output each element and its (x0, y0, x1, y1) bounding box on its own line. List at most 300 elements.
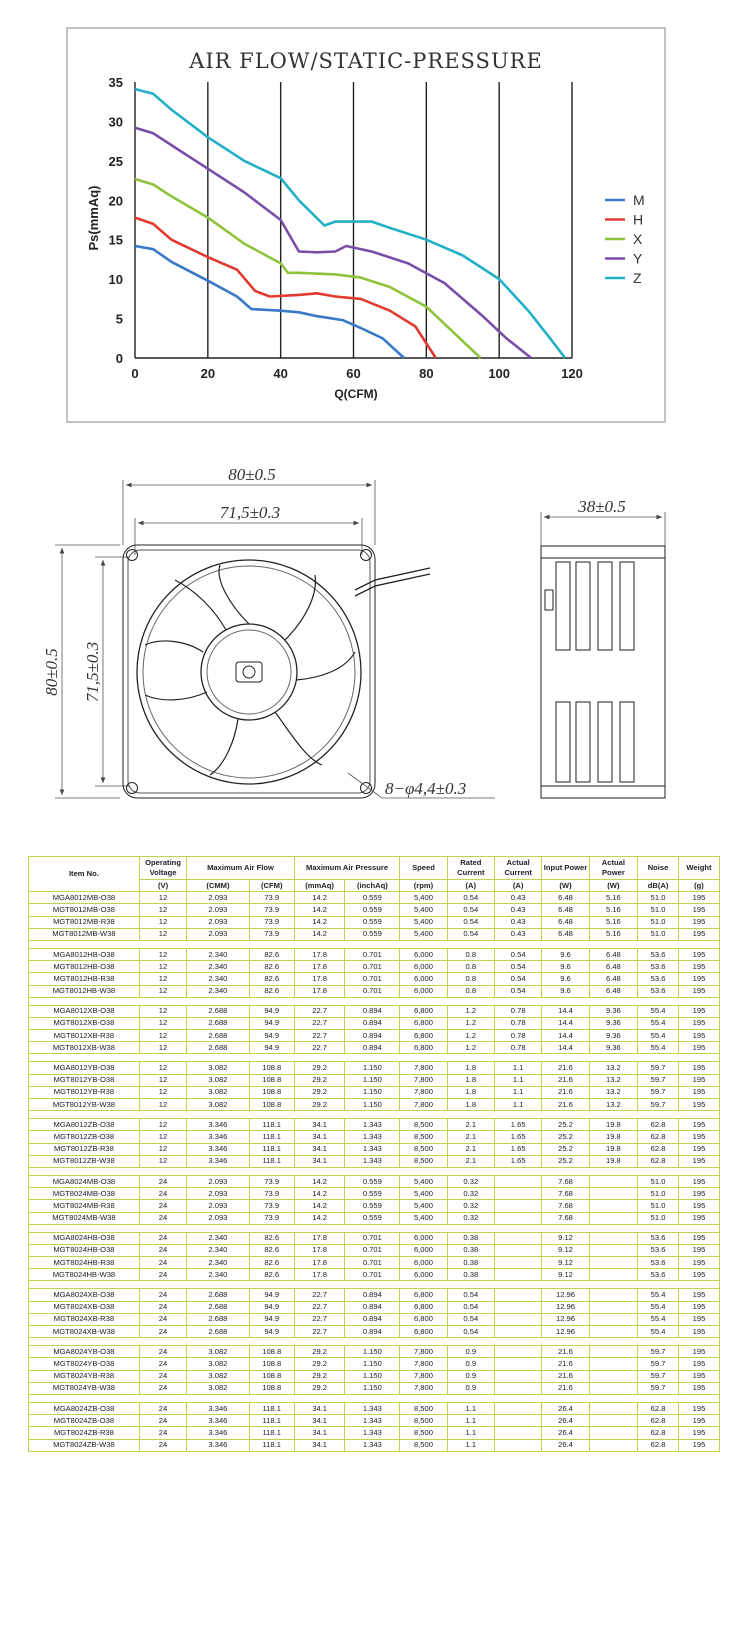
table-cell: 24 (139, 1175, 186, 1187)
item-number-cell: MGT8012ZB-R38 (29, 1143, 140, 1155)
table-row (29, 1155, 720, 1167)
group-spacer-row (29, 997, 720, 1005)
table-cell: 5,400 (400, 1188, 447, 1200)
table-cell: 1.2 (447, 1030, 494, 1042)
table-row (29, 1402, 720, 1414)
table-cell: 2.093 (187, 1200, 249, 1212)
table-cell: 12 (139, 928, 186, 940)
x-tick-label: 20 (200, 366, 216, 381)
table-cell: 6,800 (400, 1289, 447, 1301)
table-cell (589, 1212, 637, 1224)
table-cell: 0.54 (494, 961, 541, 973)
table-cell: 195 (678, 948, 719, 960)
table-cell: 34.1 (294, 1119, 345, 1131)
table-row (29, 1346, 720, 1358)
table-cell (589, 1289, 637, 1301)
table-cell: 62.8 (638, 1131, 679, 1143)
table-cell: 3.082 (187, 1099, 249, 1111)
table-cell: 94.9 (249, 1313, 294, 1325)
table-cell: 7.68 (542, 1175, 589, 1187)
table-cell: 34.1 (294, 1155, 345, 1167)
table-cell (589, 1358, 637, 1370)
table-cell: 59.7 (638, 1346, 679, 1358)
table-row (29, 1257, 720, 1269)
table-cell: 29.2 (294, 1074, 345, 1086)
table-cell: 5,400 (400, 916, 447, 928)
group-spacer-row (29, 1338, 720, 1346)
table-cell: 0.43 (494, 892, 541, 904)
table-cell: 62.8 (638, 1439, 679, 1451)
item-number-cell: MGT8012MB-O38 (29, 904, 140, 916)
table-cell: 24 (139, 1212, 186, 1224)
spacer-cell (29, 1167, 720, 1175)
table-row (29, 1143, 720, 1155)
table-row (29, 1200, 720, 1212)
table-cell: 3.082 (187, 1370, 249, 1382)
table-cell: 6,800 (400, 1005, 447, 1017)
table-cell: 12.96 (542, 1326, 589, 1338)
table-cell: 55.4 (638, 1289, 679, 1301)
y-tick-label: 10 (108, 272, 123, 288)
table-cell (494, 1346, 541, 1358)
table-cell: 26.4 (542, 1402, 589, 1414)
table-cell: 0.32 (447, 1188, 494, 1200)
table-cell: 6,000 (400, 948, 447, 960)
item-number-cell: MGT8024ZB-W38 (29, 1439, 140, 1451)
chart-frame (67, 28, 665, 422)
table-cell: 118.1 (249, 1143, 294, 1155)
table-cell: 195 (678, 1232, 719, 1244)
table-cell: 0.559 (345, 928, 400, 940)
table-cell (589, 1244, 637, 1256)
table-cell: 195 (678, 1005, 719, 1017)
table-cell: 195 (678, 1257, 719, 1269)
table-cell: 29.2 (294, 1086, 345, 1098)
table-cell (494, 1415, 541, 1427)
table-cell: 1.2 (447, 1042, 494, 1054)
table-cell: 25.2 (542, 1119, 589, 1131)
table-cell: 14.4 (542, 1017, 589, 1029)
table-cell: 19.8 (589, 1143, 637, 1155)
table-cell: 108.8 (249, 1074, 294, 1086)
x-tick-label: 60 (346, 366, 361, 381)
y-tick-label: 5 (115, 311, 123, 327)
table-cell: 25.2 (542, 1143, 589, 1155)
table-row (29, 892, 720, 904)
item-number-cell: MGT8012MB-W38 (29, 928, 140, 940)
table-cell: 12 (139, 1042, 186, 1054)
table-cell: 12 (139, 1143, 186, 1155)
table-cell (494, 1301, 541, 1313)
table-cell: 24 (139, 1289, 186, 1301)
table-cell: 0.559 (345, 1188, 400, 1200)
table-cell: 1.1 (447, 1439, 494, 1451)
table-cell: 12 (139, 961, 186, 973)
table-cell: 53.6 (638, 948, 679, 960)
table-cell: 53.6 (638, 1257, 679, 1269)
table-cell: 0.894 (345, 1289, 400, 1301)
table-row (29, 1269, 720, 1281)
table-cell: 55.4 (638, 1030, 679, 1042)
table-cell: 82.6 (249, 1269, 294, 1281)
table-cell: 12 (139, 948, 186, 960)
header-actual-power: Actual Power (589, 857, 637, 880)
table-cell: 21.6 (542, 1074, 589, 1086)
table-cell: 17.8 (294, 961, 345, 973)
table-cell: 9.12 (542, 1257, 589, 1269)
table-cell: 0.894 (345, 1326, 400, 1338)
table-cell (494, 1212, 541, 1224)
table-cell: 5,400 (400, 1175, 447, 1187)
item-number-cell: MGT8012MB-R38 (29, 916, 140, 928)
table-cell: 0.78 (494, 1030, 541, 1042)
table-cell: 9.6 (542, 948, 589, 960)
table-cell: 195 (678, 1200, 719, 1212)
table-cell: 34.1 (294, 1427, 345, 1439)
table-cell: 7.68 (542, 1212, 589, 1224)
table-cell: 73.9 (249, 1212, 294, 1224)
table-cell: 195 (678, 892, 719, 904)
table-cell: 0.32 (447, 1200, 494, 1212)
table-cell: 14.2 (294, 916, 345, 928)
table-cell: 55.4 (638, 1017, 679, 1029)
table-row (29, 1427, 720, 1439)
table-cell: 1.150 (345, 1086, 400, 1098)
table-cell: 3.346 (187, 1119, 249, 1131)
table-cell: 9.12 (542, 1232, 589, 1244)
table-cell: 108.8 (249, 1086, 294, 1098)
table-cell: 0.9 (447, 1370, 494, 1382)
table-cell: 3.346 (187, 1131, 249, 1143)
table-cell: 0.78 (494, 1005, 541, 1017)
x-tick-label: 100 (488, 366, 511, 381)
header-noise: Noise (638, 857, 679, 880)
y-tick-label: 35 (108, 75, 123, 90)
item-number-cell: MGT8012YB-W38 (29, 1099, 140, 1111)
table-cell: 2.340 (187, 1244, 249, 1256)
table-cell: 55.4 (638, 1313, 679, 1325)
table-cell: 118.1 (249, 1415, 294, 1427)
table-cell: 21.6 (542, 1062, 589, 1074)
table-row (29, 1415, 720, 1427)
table-cell: 12 (139, 1155, 186, 1167)
table-cell: 2.340 (187, 948, 249, 960)
table-cell: 195 (678, 1289, 719, 1301)
table-cell: 12.96 (542, 1289, 589, 1301)
group-spacer-row (29, 1394, 720, 1402)
table-cell: 3.082 (187, 1086, 249, 1098)
x-tick-label: 0 (131, 366, 139, 381)
table-cell: 2.688 (187, 1042, 249, 1054)
table-cell: 0.38 (447, 1257, 494, 1269)
table-cell: 59.7 (638, 1074, 679, 1086)
table-cell: 195 (678, 904, 719, 916)
table-cell: 12 (139, 904, 186, 916)
table-cell: 24 (139, 1301, 186, 1313)
table-cell: 19.8 (589, 1155, 637, 1167)
table-cell: 59.7 (638, 1099, 679, 1111)
table-cell: 34.1 (294, 1439, 345, 1451)
table-cell: 7,800 (400, 1086, 447, 1098)
table-row (29, 1382, 720, 1394)
table-cell: 0.54 (447, 904, 494, 916)
unit-cell: (CMM) (187, 880, 249, 892)
table-cell: 3.346 (187, 1439, 249, 1451)
table-cell: 51.0 (638, 1212, 679, 1224)
table-cell (589, 1382, 637, 1394)
table-cell (589, 1175, 637, 1187)
table-cell: 82.6 (249, 961, 294, 973)
table-cell: 0.559 (345, 916, 400, 928)
table-cell: 1.8 (447, 1099, 494, 1111)
spec-table-container (28, 856, 720, 1452)
unit-cell: dB(A) (638, 880, 679, 892)
table-cell: 25.2 (542, 1131, 589, 1143)
fan-front-view (123, 545, 430, 798)
table-cell: 59.7 (638, 1062, 679, 1074)
item-number-cell: MGA8024MB-O38 (29, 1175, 140, 1187)
table-cell (494, 1200, 541, 1212)
table-row (29, 1370, 720, 1382)
table-cell (589, 1188, 637, 1200)
group-spacer-row (29, 1167, 720, 1175)
table-cell: 12 (139, 892, 186, 904)
y-tick-label: 15 (108, 232, 123, 248)
table-cell: 7,800 (400, 1382, 447, 1394)
item-number-cell: MGT8012HB-R38 (29, 973, 140, 985)
item-number-cell: MGT8024YB-R38 (29, 1370, 140, 1382)
table-cell: 3.082 (187, 1074, 249, 1086)
table-cell: 0.894 (345, 1301, 400, 1313)
table-cell: 24 (139, 1188, 186, 1200)
table-cell: 1.150 (345, 1074, 400, 1086)
table-cell: 2.1 (447, 1155, 494, 1167)
item-number-cell: MGT8024YB-W38 (29, 1382, 140, 1394)
x-tick-label: 40 (273, 366, 288, 381)
table-cell: 2.1 (447, 1143, 494, 1155)
table-cell: 7.68 (542, 1188, 589, 1200)
side-view-dimensions (541, 512, 665, 548)
table-cell (589, 1439, 637, 1451)
table-cell: 82.6 (249, 1244, 294, 1256)
table-cell: 34.1 (294, 1131, 345, 1143)
table-cell: 1.1 (494, 1062, 541, 1074)
table-cell: 1.343 (345, 1143, 400, 1155)
table-cell: 8,500 (400, 1402, 447, 1414)
table-row (29, 1017, 720, 1029)
table-cell: 13.2 (589, 1074, 637, 1086)
table-cell: 24 (139, 1427, 186, 1439)
table-cell: 0.54 (447, 916, 494, 928)
table-cell: 0.894 (345, 1030, 400, 1042)
table-cell: 195 (678, 1030, 719, 1042)
table-cell: 7,800 (400, 1358, 447, 1370)
table-cell: 14.2 (294, 904, 345, 916)
table-cell: 6.48 (542, 916, 589, 928)
table-cell: 5,400 (400, 928, 447, 940)
group-spacer-row (29, 1281, 720, 1289)
table-cell: 9.36 (589, 1030, 637, 1042)
table-row (29, 916, 720, 928)
table-cell: 0.54 (447, 928, 494, 940)
table-cell: 0.38 (447, 1244, 494, 1256)
table-cell: 62.8 (638, 1402, 679, 1414)
table-cell (494, 1188, 541, 1200)
table-cell: 108.8 (249, 1062, 294, 1074)
table-cell: 12 (139, 1017, 186, 1029)
table-row (29, 1042, 720, 1054)
item-number-cell: MGT8012XB-O38 (29, 1017, 140, 1029)
table-cell: 0.78 (494, 1017, 541, 1029)
table-cell: 9.36 (589, 1042, 637, 1054)
item-number-cell: MGA8012YB-O38 (29, 1062, 140, 1074)
dim-height-outer: 80±0.5 (42, 648, 61, 696)
unit-cell: (rpm) (400, 880, 447, 892)
table-cell: 195 (678, 1439, 719, 1451)
table-cell: 195 (678, 1427, 719, 1439)
table-row (29, 1326, 720, 1338)
table-cell: 6,800 (400, 1017, 447, 1029)
table-cell: 1.150 (345, 1358, 400, 1370)
table-row (29, 1074, 720, 1086)
table-cell: 21.6 (542, 1099, 589, 1111)
table-cell: 24 (139, 1370, 186, 1382)
table-cell: 195 (678, 1326, 719, 1338)
table-cell: 3.082 (187, 1358, 249, 1370)
table-cell: 5,400 (400, 904, 447, 916)
y-axis-label: Ps(mmAq) (86, 185, 101, 251)
table-cell: 24 (139, 1346, 186, 1358)
table-cell: 82.6 (249, 985, 294, 997)
table-cell: 14.2 (294, 1200, 345, 1212)
table-cell (589, 1326, 637, 1338)
airflow-pressure-chart (0, 0, 750, 440)
table-cell: 2.093 (187, 1175, 249, 1187)
table-cell: 0.32 (447, 1175, 494, 1187)
table-cell: 19.8 (589, 1119, 637, 1131)
table-cell: 62.8 (638, 1427, 679, 1439)
table-cell: 6.48 (589, 985, 637, 997)
table-cell: 0.9 (447, 1358, 494, 1370)
table-cell: 1.2 (447, 1005, 494, 1017)
table-cell: 12 (139, 1086, 186, 1098)
table-cell: 3.346 (187, 1155, 249, 1167)
table-row (29, 1313, 720, 1325)
table-cell: 195 (678, 961, 719, 973)
table-cell: 14.4 (542, 1030, 589, 1042)
table-cell: 51.0 (638, 1175, 679, 1187)
table-cell: 6,000 (400, 985, 447, 997)
table-cell: 108.8 (249, 1346, 294, 1358)
table-cell: 1.1 (447, 1402, 494, 1414)
table-row (29, 1232, 720, 1244)
table-cell: 6,000 (400, 961, 447, 973)
table-cell: 12 (139, 1131, 186, 1143)
table-row (29, 961, 720, 973)
table-row (29, 1212, 720, 1224)
table-cell: 12 (139, 1099, 186, 1111)
table-cell: 29.2 (294, 1358, 345, 1370)
table-cell: 29.2 (294, 1382, 345, 1394)
table-cell: 9.12 (542, 1269, 589, 1281)
table-cell: 0.54 (494, 948, 541, 960)
table-cell: 73.9 (249, 1200, 294, 1212)
table-cell: 2.340 (187, 973, 249, 985)
table-cell: 195 (678, 1175, 719, 1187)
table-cell (589, 1269, 637, 1281)
table-cell: 73.9 (249, 916, 294, 928)
table-cell: 17.8 (294, 1244, 345, 1256)
table-row (29, 1175, 720, 1187)
table-cell: 94.9 (249, 1030, 294, 1042)
unit-cell: (g) (678, 880, 719, 892)
table-cell: 195 (678, 985, 719, 997)
table-cell: 94.9 (249, 1301, 294, 1313)
table-cell: 62.8 (638, 1155, 679, 1167)
table-cell: 6,800 (400, 1030, 447, 1042)
table-cell: 24 (139, 1402, 186, 1414)
header-item: Item No. (29, 857, 140, 892)
table-cell: 29.2 (294, 1370, 345, 1382)
table-cell: 0.701 (345, 1257, 400, 1269)
table-cell: 24 (139, 1382, 186, 1394)
table-row (29, 1005, 720, 1017)
table-cell: 195 (678, 1244, 719, 1256)
table-cell: 6,000 (400, 1232, 447, 1244)
table-row (29, 928, 720, 940)
table-cell: 12 (139, 1119, 186, 1131)
table-header-row (29, 857, 720, 880)
table-cell: 0.8 (447, 961, 494, 973)
group-spacer-row (29, 1224, 720, 1232)
table-cell: 12 (139, 1074, 186, 1086)
table-cell: 0.54 (447, 1326, 494, 1338)
table-cell: 51.0 (638, 892, 679, 904)
table-cell: 13.2 (589, 1099, 637, 1111)
table-cell: 82.6 (249, 1232, 294, 1244)
item-number-cell: MGT8024MB-R38 (29, 1200, 140, 1212)
table-cell: 3.346 (187, 1143, 249, 1155)
table-cell: 1.1 (447, 1427, 494, 1439)
table-cell: 1.343 (345, 1131, 400, 1143)
item-number-cell: MGT8024XB-W38 (29, 1326, 140, 1338)
table-cell: 2.340 (187, 961, 249, 973)
spacer-cell (29, 1111, 720, 1119)
table-cell: 14.2 (294, 1188, 345, 1200)
table-cell: 1.65 (494, 1131, 541, 1143)
table-cell: 1.8 (447, 1074, 494, 1086)
spacer-cell (29, 1054, 720, 1062)
table-cell (494, 1370, 541, 1382)
item-number-cell: MGT8012ZB-W38 (29, 1155, 140, 1167)
table-cell: 195 (678, 916, 719, 928)
dim-width-inner: 71,5±0.3 (219, 503, 281, 522)
table-cell: 14.4 (542, 1005, 589, 1017)
table-cell: 7,800 (400, 1346, 447, 1358)
table-cell: 0.559 (345, 904, 400, 916)
table-cell: 6.48 (542, 892, 589, 904)
table-cell: 94.9 (249, 1005, 294, 1017)
table-cell: 2.688 (187, 1313, 249, 1325)
unit-cell: (W) (589, 880, 637, 892)
table-cell: 94.9 (249, 1326, 294, 1338)
table-cell (494, 1358, 541, 1370)
table-cell: 34.1 (294, 1415, 345, 1427)
table-cell: 22.7 (294, 1005, 345, 1017)
table-cell: 1.150 (345, 1370, 400, 1382)
item-number-cell: MGT8024XB-R38 (29, 1313, 140, 1325)
table-cell: 73.9 (249, 892, 294, 904)
